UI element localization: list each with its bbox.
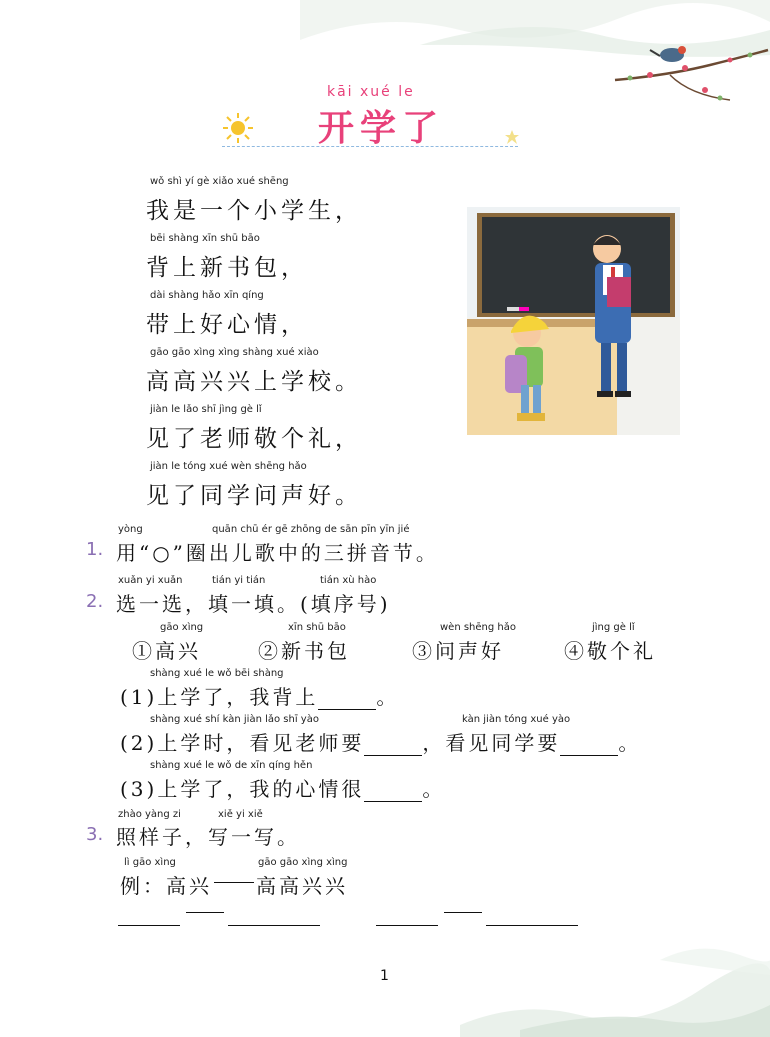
question-3-pinyin-b: xiě yi xiě [218,809,263,820]
item-3-text-b: 。 [422,777,446,801]
item-2-blank-1[interactable] [364,735,422,756]
item-3-blank[interactable] [364,781,422,802]
option-2: ②新书包 [258,639,350,663]
item-1 [120,681,399,710]
answer-line-1[interactable] [118,925,180,926]
page-number: 1 [380,968,389,984]
option-3: ③问声好 [412,639,504,663]
answer-dash-1[interactable] [186,912,224,913]
star-icon [505,130,519,144]
item-3-pinyin: shàng xué le wǒ de xīn qíng hěn [150,760,313,771]
item-1-text-a: (1)上学了，我背上 [120,685,319,709]
item-2-blank-2[interactable] [560,735,618,756]
question-1-number: 1. [86,539,104,560]
title-pinyin: kāi xué le [327,84,415,100]
poem-line-1-pinyin: wǒ shì yí gè xiǎo xué shēng [150,176,289,187]
poem-line-5: 见了老师敬个礼， [146,426,362,452]
answer-dash-2[interactable] [444,912,482,913]
question-1-pinyin-a: yòng [118,524,143,535]
sun-icon [222,112,254,144]
classroom-illustration [467,207,680,435]
answer-line-4[interactable] [486,925,578,926]
poem-line-6-pinyin: jiàn le tóng xué wèn shēng hǎo [150,461,307,472]
item-3-text-a: (3)上学了，我的心情很 [120,777,365,801]
question-2-number: 2. [86,591,104,612]
poem-line-4: 高高兴兴上学校。 [146,369,362,395]
question-2-pinyin-b: tián yi tián [212,575,266,586]
poem-line-3: 带上好心情， [146,312,308,338]
poem-line-4-pinyin: gāo gāo xìng xìng shàng xué xiào [150,347,319,358]
option-4-pinyin: jìng gè lǐ [592,622,635,633]
poem-line-2: 背上新书包， [146,255,308,281]
poem-line-3-pinyin: dài shàng hǎo xīn qíng [150,290,264,301]
option-1-pinyin: gāo xìng [160,622,204,633]
question-2-pinyin-c: tián xù hào [320,575,377,586]
item-2-pinyin: shàng xué shí kàn jiàn lǎo shī yào [150,714,319,725]
title-dashed-rule [222,146,518,147]
item-1-text-b: 。 [376,685,400,709]
question-2-text: 选一选，填一填。(填序号) [116,592,391,616]
example-left: 例：高兴 [120,874,212,898]
ink-landscape-bottom [460,930,770,1037]
question-3-number: 3. [86,824,104,845]
poem-line-6: 见了同学问声好。 [146,483,362,509]
example-pinyin-b: gāo gāo xìng xìng [258,857,348,868]
option-4: ④敬个礼 [564,639,656,663]
example-right: 高高兴兴 [256,874,348,898]
answer-line-2[interactable] [228,925,320,926]
item-2-text-a: (2)上学时，看见老师要 [120,731,365,755]
question-1-text: 用“○”圈出儿歌中的三拼音节。 [116,541,439,565]
question-2-pinyin-a: xuǎn yi xuǎn [118,575,183,586]
option-2-pinyin: xīn shū bāo [288,622,346,633]
answer-line-3[interactable] [376,925,438,926]
example-dash [214,882,254,883]
item-2-text-c: 。 [618,731,642,755]
item-2-pinyin-2: kàn jiàn tóng xué yào [462,714,571,725]
poem-line-5-pinyin: jiàn le lǎo shī jìng gè lǐ [150,404,262,415]
page-title: 开学了 [318,108,445,149]
option-1: ①高兴 [132,639,201,663]
question-3-pinyin-a: zhào yàng zi [118,809,181,820]
example-pinyin-a: lì gāo xìng [124,857,176,868]
item-3 [120,773,445,802]
poem-line-2-pinyin: bēi shàng xīn shū bāo [150,233,260,244]
item-2 [120,727,641,756]
question-3-text: 照样子，写一写。 [116,825,300,849]
item-2-text-b: ，看见同学要 [422,731,561,755]
item-1-blank[interactable] [318,689,376,710]
poem-line-1: 我是一个小学生， [146,198,362,224]
branch-bird-icon [610,20,770,110]
question-1-pinyin-b: quān chū ér gē zhōng de sān pīn yīn jié [212,524,410,535]
item-1-pinyin: shàng xué le wǒ bēi shàng [150,668,284,679]
option-3-pinyin: wèn shēng hǎo [440,622,516,633]
